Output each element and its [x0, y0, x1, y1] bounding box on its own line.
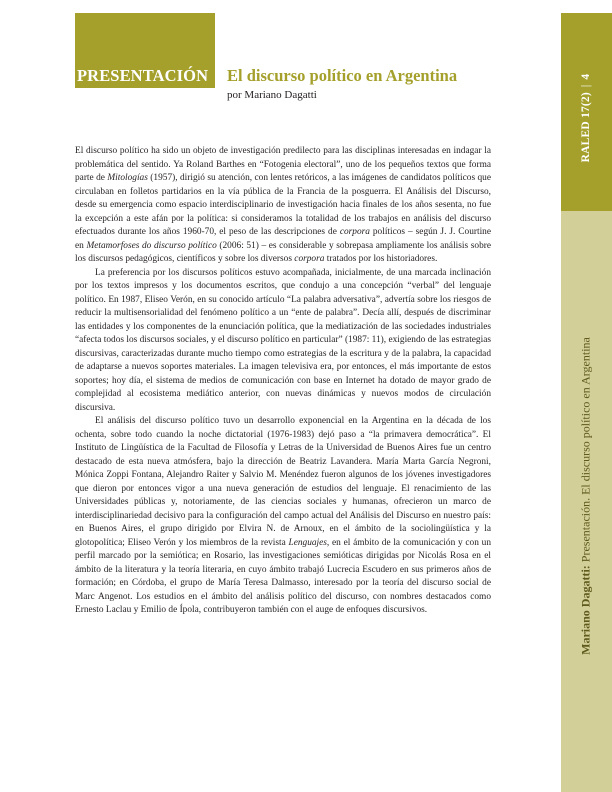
text-run: tratados por los historiadores.	[324, 254, 438, 264]
paragraph-1	[75, 145, 491, 267]
article-body	[75, 145, 491, 618]
text-run: El discurso político ha sido un objeto de investigación predilecto para las disciplinas interesadas en indagar la problemática del sentido. Ya Roland Barthes en “Fotogenia electoral”, uno de los pequeños textos que forma parte de	[75, 146, 491, 183]
text-run: políticos – según J. J. Courtine en	[75, 227, 491, 251]
paragraph-3	[75, 415, 491, 618]
italic-title: Lenguajes	[288, 537, 327, 548]
text-run: (2006: 51) – es considerable y sobrepasa ampliamente los análisis sobre los discursos pedagógicos, científicos y sobre los diversos	[75, 240, 491, 264]
text-run: El análisis del discurso político tuvo un desarrollo exponencial en la Argentina en la década de los ochenta, sobre todo cuando la noche dictatorial (1976-1983) dejó paso a “la primavera democrática”. El Instituto de Lingüística de la Facultad de Filosofía y Letras de la Universidad de Buenos Aires fue un centro destacado de esta nueva atmósfera, bajo la dirección de Beatriz Lavandera. María Marta García Negroni, Mónica Zoppi Fontana, Alejandro Raiter y Salvio M. Menéndez fueron algunos de los jóvenes investigadores que dieron por entonces vigor a una nueva generación de estudios del lenguaje. El renacimiento de las Universidades públicas y, notoriamente, de las ciencias sociales y humanas, ofrecieron un marco de interdisciplinariedad decisivo para la configuración del campo actual del Análisis del Discurso en nuestro país: en Buenos Aires, el grupo dirigido por Elvira N. de Arnoux, en el ámbito de la sociolingüística y la glotopolítica; Eliseo Verón y los miembros de la revista	[75, 416, 491, 548]
running-title: Presentación. El discurso político en Argentina	[578, 337, 593, 563]
byline: por Mariano Dagatti	[227, 89, 317, 101]
article-title: El discurso político en Argentina	[227, 66, 458, 85]
journal-label: RALED 17(2)	[580, 92, 592, 163]
italic-title: Mitologías	[107, 173, 148, 183]
italic-term: corpora	[339, 227, 370, 237]
text-run: (1957), dirigió su atención, con lentes retóricos, a las imágenes de candidatos políticos que circulaban en folletos partidarios en la vía pública de la Francia de la posguerra. El Análisis del Discurso, desde su emergencia como espacio interdisciplinario de investigación hacia finales de los años sesenta, no fue la excepción a este afán por la política: si consideramos la totalidad de los trabajos en análisis del discurso efectuados durante los años 1960-70, el peso de las descripciones de	[75, 173, 492, 237]
page-number: 4	[580, 73, 592, 80]
running-author: Mariano Dagatti:	[578, 565, 593, 655]
side-tab-separator: |	[580, 84, 592, 88]
text-run: , en el ámbito de la comunicación y con un perfil marcado por la semiótica; en Rosario, las investigaciones semióticas dirigidas por Nicolás Rosa en el ámbito de la literatura y la teoría literaria, en cuyo ámbito trabajó Lucrecia Escudero en sus primeros años de formación; en Córdoba, el grupo de María Teresa Dalmasso, interesado por la teoría del discurso social de Marc Angenot. Los estudios en el ámbito del análisis político del discurso, con nombres destacados como Ernesto Laclau y Emilio de Ípola, contribuyeron también con el auge de enfoques discursivos.	[75, 537, 491, 615]
side-tab-text	[580, 74, 592, 163]
section-label: PRESENTACIÓN	[77, 66, 209, 85]
italic-title: Metamorfoses do discurso político	[86, 240, 217, 251]
running-header	[579, 337, 594, 655]
italic-term: corpora	[294, 254, 325, 264]
paragraph-2: La preferencia por los discursos políticos estuvo acompañada, inicialmente, de una marcada inclinación por los textos impresos y los documentos escritos, que condujo a una concepción “verbal” del lenguaje político. En 1987, Eliseo Verón, en su conocido artículo “La palabra adversativa”, advertía sobre los riesgos de reducir la multisensorialidad del fenómeno político a un “ente de palabra”. Decía allí, después de discriminar las entidades y los componentes de la enunciación política, que la mediatización de las sociedades industriales “afecta todos los discursos sociales, y el discurso político en particular” (1987: 11), exigiendo de las estrategias discursivas, caracterizadas durante mucho tiempo como estrategias de la escritura y de la palabra, la capacidad de adaptarse a nuevos soportes materiales. La imagen televisiva era, por entonces, el más importante de estos soportes; hoy día, el sistema de medios de comunicación con base en Internet ha dotado de mayor grado de complejidad al ecosistema mediático anterior, con nuevas dinámicas y nuevos modos de circulación discursiva.	[75, 267, 491, 413]
